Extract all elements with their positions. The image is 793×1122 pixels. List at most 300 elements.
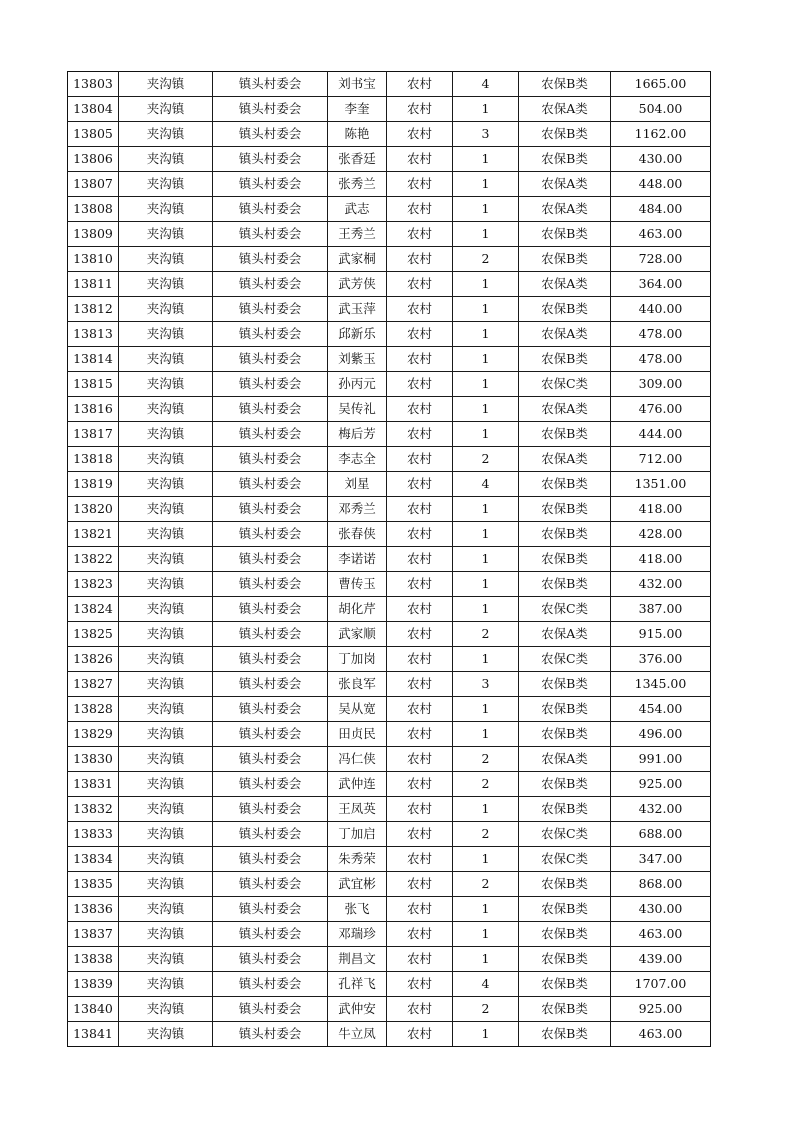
cell-id: 13812 <box>68 297 119 322</box>
cell-town: 夹沟镇 <box>119 747 213 772</box>
cell-village: 镇头村委会 <box>213 947 328 972</box>
cell-name: 武家桐 <box>328 247 387 272</box>
cell-count: 1 <box>453 797 519 822</box>
cell-town: 夹沟镇 <box>119 97 213 122</box>
cell-village: 镇头村委会 <box>213 972 328 997</box>
cell-town: 夹沟镇 <box>119 147 213 172</box>
cell-count: 2 <box>453 247 519 272</box>
cell-category: 农保C类 <box>519 597 611 622</box>
cell-area: 农村 <box>387 322 453 347</box>
cell-category: 农保B类 <box>519 297 611 322</box>
cell-amount: 309.00 <box>611 372 711 397</box>
cell-village: 镇头村委会 <box>213 647 328 672</box>
cell-area: 农村 <box>387 722 453 747</box>
cell-area: 农村 <box>387 922 453 947</box>
cell-name: 孔祥飞 <box>328 972 387 997</box>
cell-village: 镇头村委会 <box>213 122 328 147</box>
table-row <box>68 297 711 322</box>
cell-village: 镇头村委会 <box>213 222 328 247</box>
cell-village: 镇头村委会 <box>213 622 328 647</box>
cell-amount: 478.00 <box>611 347 711 372</box>
cell-count: 2 <box>453 622 519 647</box>
cell-name: 张秀兰 <box>328 172 387 197</box>
cell-town: 夹沟镇 <box>119 922 213 947</box>
cell-village: 镇头村委会 <box>213 697 328 722</box>
cell-village: 镇头村委会 <box>213 397 328 422</box>
cell-amount: 925.00 <box>611 997 711 1022</box>
cell-area: 农村 <box>387 347 453 372</box>
cell-count: 2 <box>453 872 519 897</box>
cell-name: 荆昌文 <box>328 947 387 972</box>
cell-area: 农村 <box>387 272 453 297</box>
cell-area: 农村 <box>387 522 453 547</box>
cell-category: 农保A类 <box>519 397 611 422</box>
cell-category: 农保B类 <box>519 422 611 447</box>
cell-area: 农村 <box>387 122 453 147</box>
cell-id: 13819 <box>68 472 119 497</box>
cell-village: 镇头村委会 <box>213 672 328 697</box>
cell-id: 13830 <box>68 747 119 772</box>
cell-village: 镇头村委会 <box>213 597 328 622</box>
cell-village: 镇头村委会 <box>213 347 328 372</box>
cell-category: 农保A类 <box>519 197 611 222</box>
cell-village: 镇头村委会 <box>213 822 328 847</box>
cell-village: 镇头村委会 <box>213 497 328 522</box>
cell-village: 镇头村委会 <box>213 247 328 272</box>
cell-amount: 376.00 <box>611 647 711 672</box>
table-row <box>68 547 711 572</box>
cell-id: 13839 <box>68 972 119 997</box>
cell-area: 农村 <box>387 297 453 322</box>
cell-count: 1 <box>453 547 519 572</box>
cell-area: 农村 <box>387 222 453 247</box>
cell-id: 13804 <box>68 97 119 122</box>
cell-village: 镇头村委会 <box>213 872 328 897</box>
cell-id: 13823 <box>68 572 119 597</box>
cell-count: 2 <box>453 447 519 472</box>
cell-name: 曹传玉 <box>328 572 387 597</box>
cell-count: 1 <box>453 222 519 247</box>
cell-category: 农保C类 <box>519 647 611 672</box>
table-row <box>68 947 711 972</box>
cell-amount: 1351.00 <box>611 472 711 497</box>
cell-category: 农保B类 <box>519 347 611 372</box>
cell-village: 镇头村委会 <box>213 172 328 197</box>
table-row <box>68 772 711 797</box>
cell-name: 王秀兰 <box>328 222 387 247</box>
cell-name: 吴传礼 <box>328 397 387 422</box>
cell-area: 农村 <box>387 847 453 872</box>
table-row <box>68 672 711 697</box>
table-row <box>68 747 711 772</box>
table-row <box>68 472 711 497</box>
cell-name: 武玉萍 <box>328 297 387 322</box>
cell-town: 夹沟镇 <box>119 497 213 522</box>
cell-category: 农保A类 <box>519 322 611 347</box>
table-row <box>68 597 711 622</box>
cell-town: 夹沟镇 <box>119 622 213 647</box>
cell-category: 农保B类 <box>519 522 611 547</box>
cell-area: 农村 <box>387 172 453 197</box>
cell-amount: 1162.00 <box>611 122 711 147</box>
cell-count: 1 <box>453 647 519 672</box>
cell-count: 1 <box>453 522 519 547</box>
cell-amount: 387.00 <box>611 597 711 622</box>
cell-village: 镇头村委会 <box>213 747 328 772</box>
cell-town: 夹沟镇 <box>119 1022 213 1047</box>
cell-category: 农保A类 <box>519 447 611 472</box>
cell-village: 镇头村委会 <box>213 572 328 597</box>
cell-count: 1 <box>453 197 519 222</box>
cell-area: 农村 <box>387 572 453 597</box>
cell-name: 梅后芳 <box>328 422 387 447</box>
cell-town: 夹沟镇 <box>119 372 213 397</box>
cell-id: 13833 <box>68 822 119 847</box>
cell-village: 镇头村委会 <box>213 322 328 347</box>
cell-area: 农村 <box>387 147 453 172</box>
table-row <box>68 522 711 547</box>
cell-area: 农村 <box>387 1022 453 1047</box>
cell-category: 农保B类 <box>519 897 611 922</box>
table-row <box>68 122 711 147</box>
cell-village: 镇头村委会 <box>213 722 328 747</box>
cell-name: 邓秀兰 <box>328 497 387 522</box>
table-row <box>68 72 711 97</box>
cell-amount: 454.00 <box>611 697 711 722</box>
cell-village: 镇头村委会 <box>213 847 328 872</box>
cell-town: 夹沟镇 <box>119 172 213 197</box>
cell-category: 农保B类 <box>519 147 611 172</box>
cell-id: 13821 <box>68 522 119 547</box>
table-row <box>68 572 711 597</box>
table-row <box>68 422 711 447</box>
cell-amount: 915.00 <box>611 622 711 647</box>
cell-town: 夹沟镇 <box>119 997 213 1022</box>
cell-category: 农保A类 <box>519 747 611 772</box>
table-row <box>68 897 711 922</box>
table-row <box>68 497 711 522</box>
cell-village: 镇头村委会 <box>213 197 328 222</box>
cell-category: 农保A类 <box>519 622 611 647</box>
cell-count: 3 <box>453 672 519 697</box>
cell-amount: 712.00 <box>611 447 711 472</box>
cell-category: 农保B类 <box>519 872 611 897</box>
cell-count: 1 <box>453 947 519 972</box>
cell-category: 农保B类 <box>519 947 611 972</box>
cell-town: 夹沟镇 <box>119 472 213 497</box>
cell-amount: 432.00 <box>611 572 711 597</box>
cell-id: 13818 <box>68 447 119 472</box>
cell-town: 夹沟镇 <box>119 247 213 272</box>
cell-name: 李志全 <box>328 447 387 472</box>
cell-area: 农村 <box>387 672 453 697</box>
cell-id: 13807 <box>68 172 119 197</box>
cell-id: 13813 <box>68 322 119 347</box>
table-row <box>68 222 711 247</box>
cell-town: 夹沟镇 <box>119 547 213 572</box>
cell-category: 农保B类 <box>519 72 611 97</box>
cell-amount: 463.00 <box>611 222 711 247</box>
cell-name: 朱秀荣 <box>328 847 387 872</box>
cell-town: 夹沟镇 <box>119 422 213 447</box>
cell-id: 13820 <box>68 497 119 522</box>
cell-id: 13831 <box>68 772 119 797</box>
cell-id: 13822 <box>68 547 119 572</box>
cell-category: 农保B类 <box>519 697 611 722</box>
table-row <box>68 647 711 672</box>
cell-name: 武仲连 <box>328 772 387 797</box>
cell-id: 13817 <box>68 422 119 447</box>
cell-name: 李奎 <box>328 97 387 122</box>
cell-village: 镇头村委会 <box>213 997 328 1022</box>
cell-count: 1 <box>453 597 519 622</box>
cell-category: 农保B类 <box>519 922 611 947</box>
cell-count: 1 <box>453 722 519 747</box>
cell-area: 农村 <box>387 397 453 422</box>
cell-category: 农保A类 <box>519 97 611 122</box>
cell-amount: 418.00 <box>611 547 711 572</box>
cell-amount: 868.00 <box>611 872 711 897</box>
cell-count: 4 <box>453 972 519 997</box>
cell-name: 孙丙元 <box>328 372 387 397</box>
cell-id: 13827 <box>68 672 119 697</box>
cell-count: 1 <box>453 372 519 397</box>
cell-area: 农村 <box>387 372 453 397</box>
cell-count: 3 <box>453 122 519 147</box>
cell-count: 4 <box>453 472 519 497</box>
cell-name: 吴从宽 <box>328 697 387 722</box>
cell-town: 夹沟镇 <box>119 197 213 222</box>
cell-amount: 428.00 <box>611 522 711 547</box>
cell-town: 夹沟镇 <box>119 772 213 797</box>
cell-town: 夹沟镇 <box>119 572 213 597</box>
cell-id: 13816 <box>68 397 119 422</box>
cell-name: 张飞 <box>328 897 387 922</box>
table-row <box>68 697 711 722</box>
cell-category: 农保B类 <box>519 972 611 997</box>
cell-name: 刘星 <box>328 472 387 497</box>
cell-village: 镇头村委会 <box>213 772 328 797</box>
cell-area: 农村 <box>387 747 453 772</box>
cell-name: 丁加岗 <box>328 647 387 672</box>
cell-amount: 440.00 <box>611 297 711 322</box>
cell-area: 农村 <box>387 797 453 822</box>
cell-area: 农村 <box>387 897 453 922</box>
cell-count: 1 <box>453 397 519 422</box>
cell-area: 农村 <box>387 872 453 897</box>
cell-amount: 430.00 <box>611 147 711 172</box>
cell-village: 镇头村委会 <box>213 147 328 172</box>
cell-town: 夹沟镇 <box>119 72 213 97</box>
cell-town: 夹沟镇 <box>119 397 213 422</box>
cell-name: 武宜彬 <box>328 872 387 897</box>
cell-count: 2 <box>453 997 519 1022</box>
table-row <box>68 972 711 997</box>
cell-town: 夹沟镇 <box>119 447 213 472</box>
cell-id: 13824 <box>68 597 119 622</box>
cell-id: 13837 <box>68 922 119 947</box>
cell-name: 丁加启 <box>328 822 387 847</box>
cell-id: 13803 <box>68 72 119 97</box>
cell-count: 2 <box>453 747 519 772</box>
cell-area: 农村 <box>387 822 453 847</box>
table-row <box>68 97 711 122</box>
cell-count: 1 <box>453 897 519 922</box>
cell-id: 13808 <box>68 197 119 222</box>
cell-category: 农保B类 <box>519 122 611 147</box>
cell-amount: 439.00 <box>611 947 711 972</box>
cell-count: 1 <box>453 422 519 447</box>
cell-id: 13834 <box>68 847 119 872</box>
cell-id: 13832 <box>68 797 119 822</box>
cell-area: 农村 <box>387 447 453 472</box>
cell-category: 农保A类 <box>519 172 611 197</box>
cell-amount: 448.00 <box>611 172 711 197</box>
cell-id: 13828 <box>68 697 119 722</box>
table-row <box>68 197 711 222</box>
table-row <box>68 172 711 197</box>
subsidy-table <box>67 71 711 1047</box>
cell-area: 农村 <box>387 472 453 497</box>
cell-village: 镇头村委会 <box>213 547 328 572</box>
cell-category: 农保B类 <box>519 497 611 522</box>
cell-amount: 1665.00 <box>611 72 711 97</box>
cell-village: 镇头村委会 <box>213 472 328 497</box>
cell-amount: 1707.00 <box>611 972 711 997</box>
cell-category: 农保B类 <box>519 222 611 247</box>
cell-area: 农村 <box>387 772 453 797</box>
cell-town: 夹沟镇 <box>119 322 213 347</box>
cell-town: 夹沟镇 <box>119 272 213 297</box>
cell-name: 武志 <box>328 197 387 222</box>
cell-count: 1 <box>453 322 519 347</box>
cell-count: 1 <box>453 272 519 297</box>
cell-name: 邓瑞珍 <box>328 922 387 947</box>
cell-id: 13840 <box>68 997 119 1022</box>
cell-id: 13815 <box>68 372 119 397</box>
cell-category: 农保B类 <box>519 772 611 797</box>
cell-category: 农保A类 <box>519 272 611 297</box>
cell-amount: 728.00 <box>611 247 711 272</box>
cell-village: 镇头村委会 <box>213 97 328 122</box>
cell-name: 张良军 <box>328 672 387 697</box>
cell-id: 13836 <box>68 897 119 922</box>
cell-town: 夹沟镇 <box>119 522 213 547</box>
cell-name: 李诺诺 <box>328 547 387 572</box>
cell-id: 13825 <box>68 622 119 647</box>
table-row <box>68 322 711 347</box>
cell-town: 夹沟镇 <box>119 797 213 822</box>
cell-area: 农村 <box>387 72 453 97</box>
cell-village: 镇头村委会 <box>213 522 328 547</box>
cell-name: 邱新乐 <box>328 322 387 347</box>
cell-village: 镇头村委会 <box>213 922 328 947</box>
table-body <box>68 72 711 1047</box>
cell-name: 胡化芹 <box>328 597 387 622</box>
cell-count: 1 <box>453 147 519 172</box>
cell-village: 镇头村委会 <box>213 297 328 322</box>
cell-village: 镇头村委会 <box>213 422 328 447</box>
table-row <box>68 347 711 372</box>
cell-village: 镇头村委会 <box>213 447 328 472</box>
cell-village: 镇头村委会 <box>213 372 328 397</box>
cell-name: 冯仁侠 <box>328 747 387 772</box>
cell-id: 13841 <box>68 1022 119 1047</box>
cell-area: 农村 <box>387 547 453 572</box>
cell-category: 农保C类 <box>519 822 611 847</box>
cell-amount: 496.00 <box>611 722 711 747</box>
cell-category: 农保C类 <box>519 372 611 397</box>
table-row <box>68 247 711 272</box>
cell-name: 陈艳 <box>328 122 387 147</box>
cell-amount: 484.00 <box>611 197 711 222</box>
cell-category: 农保B类 <box>519 572 611 597</box>
cell-amount: 504.00 <box>611 97 711 122</box>
cell-amount: 991.00 <box>611 747 711 772</box>
cell-amount: 444.00 <box>611 422 711 447</box>
cell-amount: 1345.00 <box>611 672 711 697</box>
table-row <box>68 272 711 297</box>
cell-village: 镇头村委会 <box>213 1022 328 1047</box>
cell-town: 夹沟镇 <box>119 972 213 997</box>
cell-area: 农村 <box>387 947 453 972</box>
cell-name: 牛立凤 <box>328 1022 387 1047</box>
cell-town: 夹沟镇 <box>119 947 213 972</box>
cell-amount: 688.00 <box>611 822 711 847</box>
cell-count: 1 <box>453 172 519 197</box>
cell-town: 夹沟镇 <box>119 122 213 147</box>
cell-name: 王凤英 <box>328 797 387 822</box>
table-row <box>68 797 711 822</box>
table-row <box>68 847 711 872</box>
cell-town: 夹沟镇 <box>119 347 213 372</box>
cell-count: 1 <box>453 1022 519 1047</box>
cell-id: 13805 <box>68 122 119 147</box>
cell-count: 1 <box>453 922 519 947</box>
cell-category: 农保B类 <box>519 1022 611 1047</box>
table-row <box>68 447 711 472</box>
cell-amount: 925.00 <box>611 772 711 797</box>
cell-id: 13811 <box>68 272 119 297</box>
table-row <box>68 622 711 647</box>
cell-town: 夹沟镇 <box>119 297 213 322</box>
cell-town: 夹沟镇 <box>119 697 213 722</box>
cell-area: 农村 <box>387 197 453 222</box>
cell-area: 农村 <box>387 697 453 722</box>
table-row <box>68 922 711 947</box>
cell-area: 农村 <box>387 97 453 122</box>
cell-name: 田贞民 <box>328 722 387 747</box>
cell-category: 农保B类 <box>519 247 611 272</box>
cell-count: 1 <box>453 497 519 522</box>
cell-category: 农保C类 <box>519 847 611 872</box>
cell-id: 13810 <box>68 247 119 272</box>
cell-area: 农村 <box>387 422 453 447</box>
cell-id: 13814 <box>68 347 119 372</box>
cell-amount: 364.00 <box>611 272 711 297</box>
table-row <box>68 722 711 747</box>
cell-town: 夹沟镇 <box>119 647 213 672</box>
cell-count: 2 <box>453 772 519 797</box>
cell-category: 农保B类 <box>519 547 611 572</box>
cell-name: 武家顺 <box>328 622 387 647</box>
cell-town: 夹沟镇 <box>119 822 213 847</box>
cell-id: 13835 <box>68 872 119 897</box>
cell-name: 张春侠 <box>328 522 387 547</box>
cell-category: 农保B类 <box>519 672 611 697</box>
cell-name: 刘紫玉 <box>328 347 387 372</box>
cell-village: 镇头村委会 <box>213 797 328 822</box>
